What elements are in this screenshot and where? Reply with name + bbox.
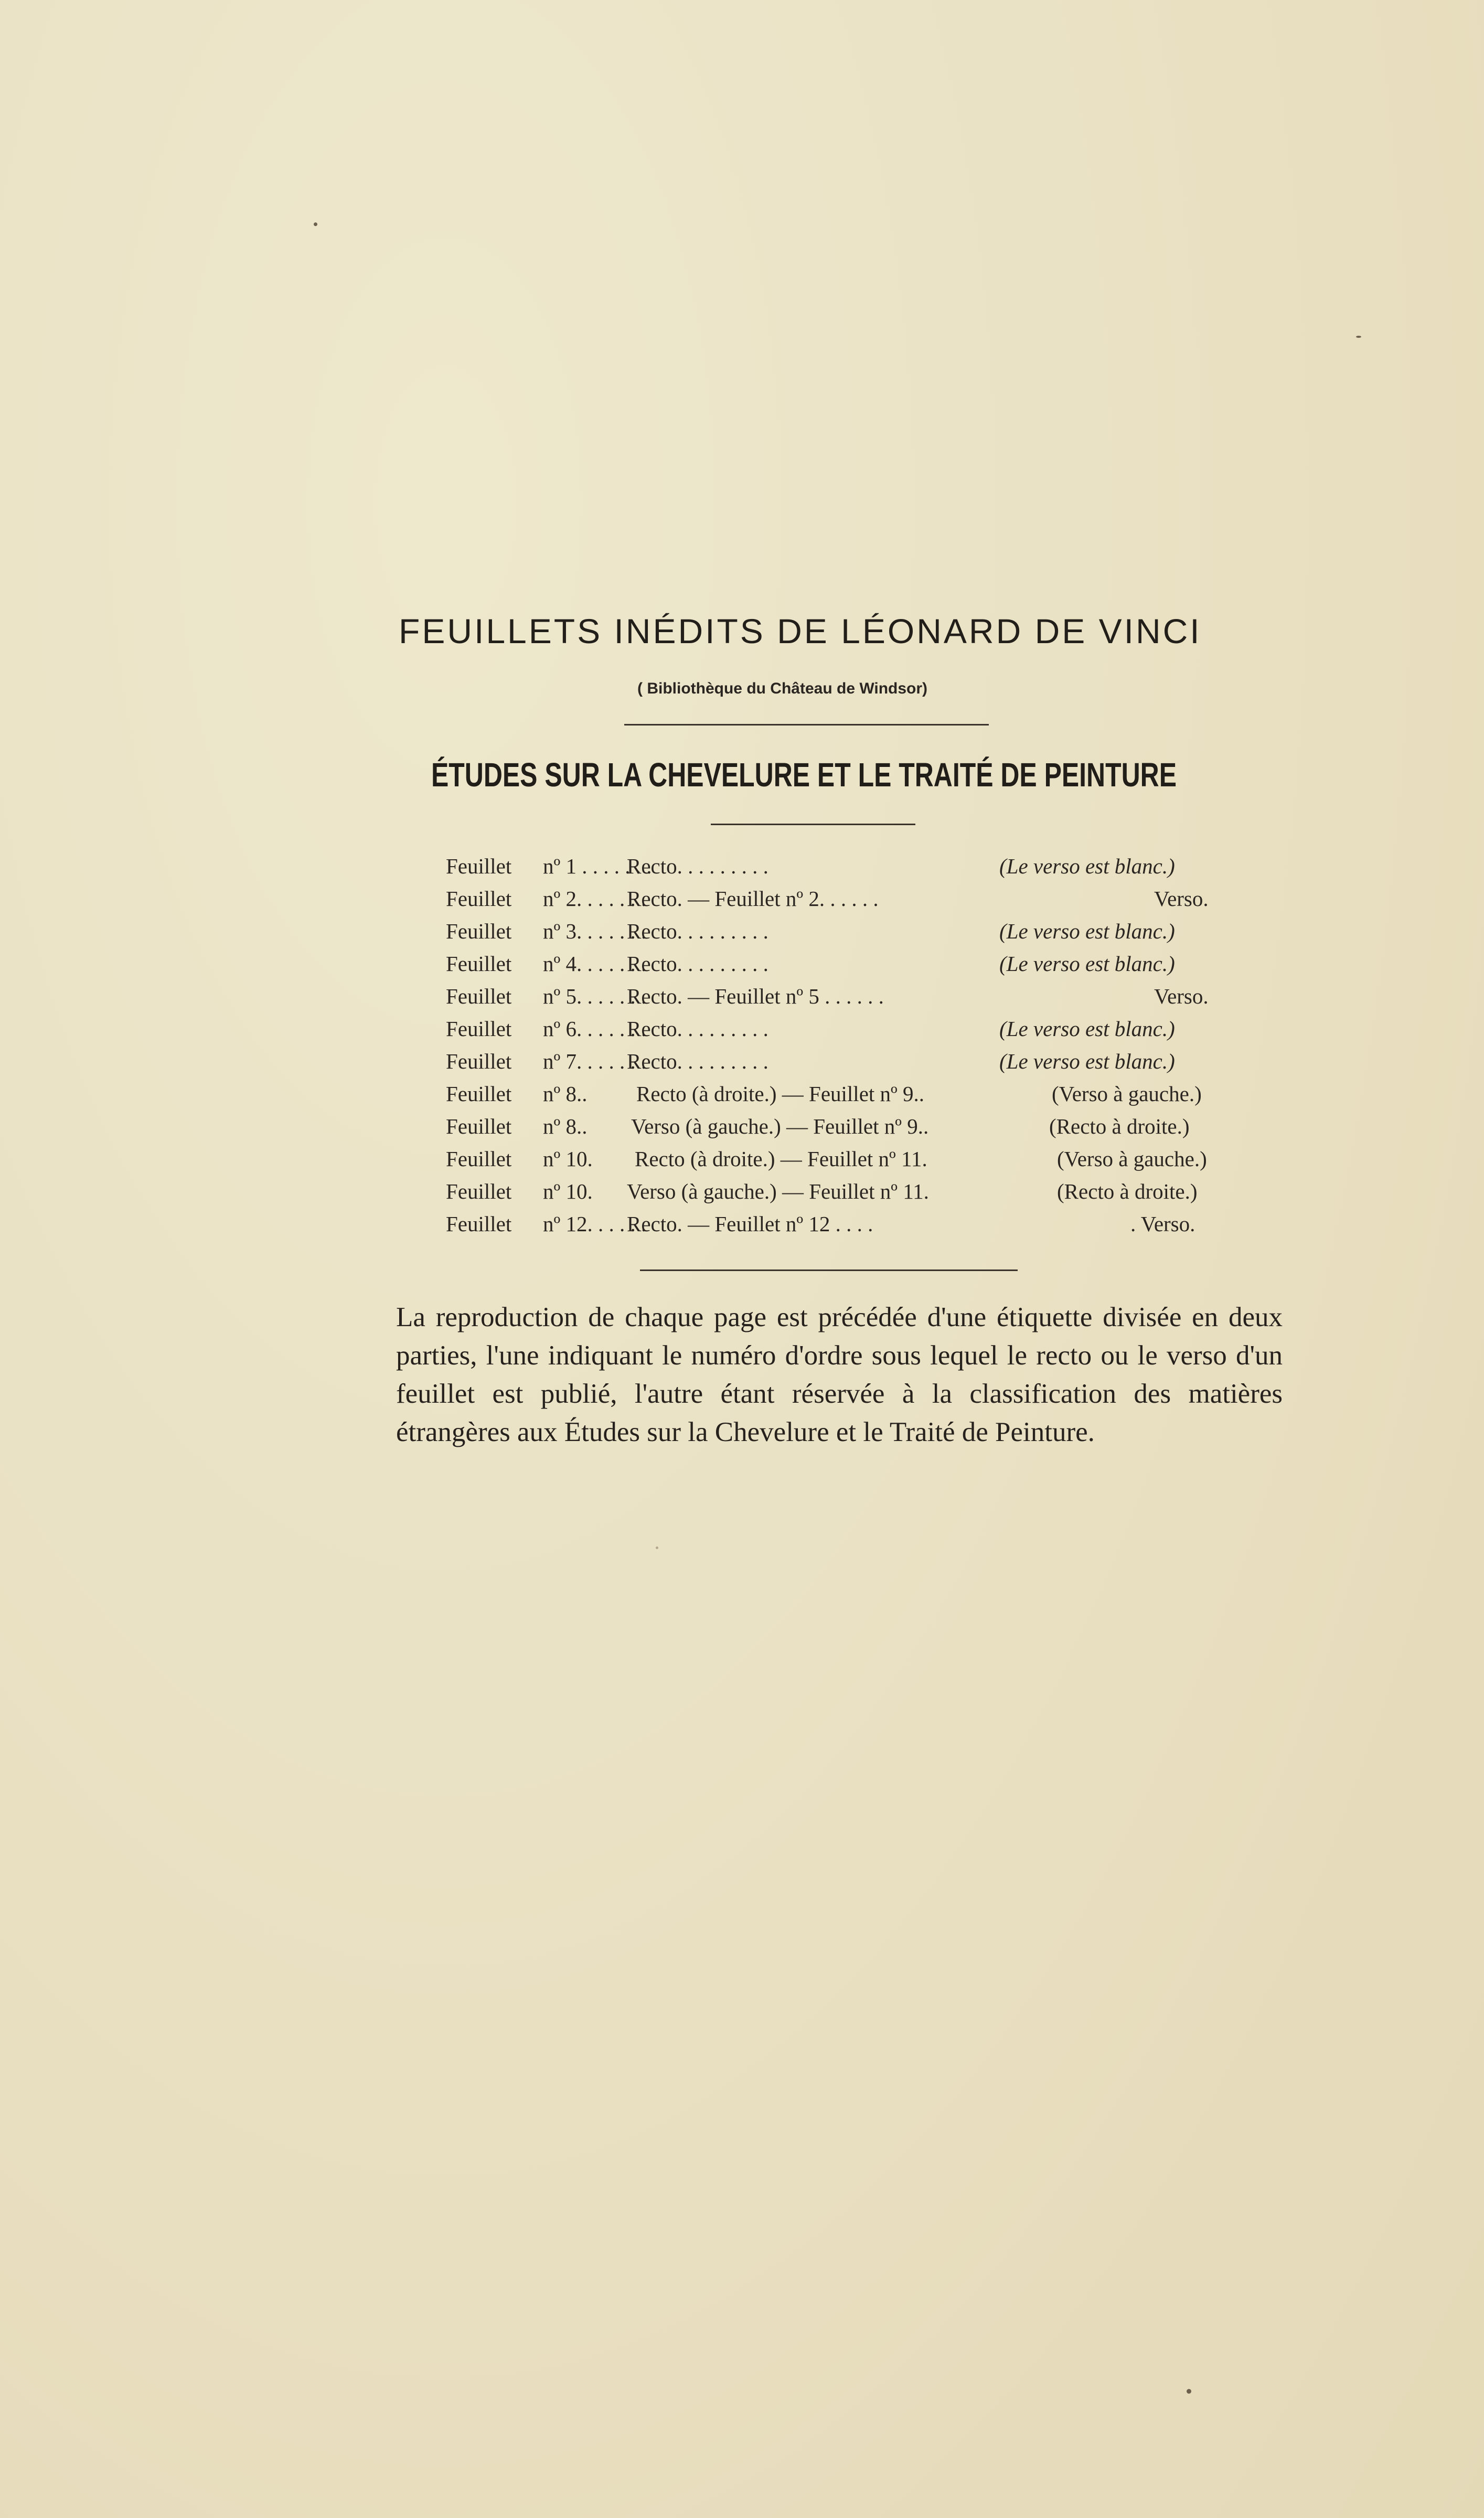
list-item	[446, 980, 1243, 1012]
paper-speck	[314, 222, 317, 226]
folio-note: Verso.	[1154, 887, 1209, 911]
list-item	[446, 1175, 1243, 1208]
list-item	[446, 882, 1243, 915]
folio-note: (Verso à gauche.)	[1052, 1082, 1202, 1106]
folio-label: Feuillet	[446, 887, 512, 911]
folio-number: nº 8..	[543, 1082, 588, 1106]
folio-number: nº 6. . . . . . .	[543, 1017, 647, 1041]
page-subtitle: ( Bibliothèque du Château de Windsor)	[637, 680, 928, 697]
folio-side: Recto. . . . . . . . .	[627, 854, 768, 878]
folio-label: Feuillet	[446, 1082, 512, 1106]
folio-side: Recto. . . . . . . . .	[627, 1049, 768, 1073]
paper-speck	[1356, 336, 1361, 338]
folio-number: nº 12. . . . . .	[543, 1212, 647, 1236]
folio-note: (Le verso est blanc.)	[999, 854, 1175, 878]
folio-note: (Le verso est blanc.)	[999, 919, 1175, 943]
folio-label: Feuillet	[446, 1049, 512, 1073]
folio-number: nº 1 . . . . . . .	[543, 854, 652, 878]
folio-label: Feuillet	[446, 1114, 512, 1138]
list-item	[446, 1143, 1243, 1175]
folio-number: nº 5. . . . . . .	[543, 984, 647, 1008]
folio-note: (Recto à droite.)	[1057, 1179, 1198, 1203]
paper-speck	[656, 1546, 658, 1549]
page-title: FEUILLETS INÉDITS DE LÉONARD DE VINCI	[399, 612, 1202, 650]
folio-note: (Le verso est blanc.)	[999, 1049, 1175, 1073]
folio-label: Feuillet	[446, 1179, 512, 1203]
folio-note: (Recto à droite.)	[1049, 1114, 1190, 1138]
folio-number: nº 10.	[543, 1179, 593, 1203]
folio-note: (Le verso est blanc.)	[999, 952, 1175, 976]
folio-note: (Le verso est blanc.)	[999, 1017, 1175, 1041]
section-heading: ÉTUDES SUR LA CHEVELURE ET LE TRAITÉ DE PEINTURE	[431, 756, 1177, 794]
folio-side: Verso (à gauche.) — Feuillet nº 9..	[631, 1114, 929, 1138]
list-item	[446, 1208, 1243, 1240]
explanatory-paragraph: La reproduction de chaque page est précédée d'une étiquette divisée en deux parties, l'une indiquant le numéro d'ordre sous lequel le recto ou le verso d'un feuillet est publié, l'autre étant réservée à la classification des matières étrangères aux Études sur la Chevelure et le Traité de Peinture.	[396, 1302, 1283, 1447]
list-item	[446, 1110, 1243, 1143]
paper-speck	[1187, 2389, 1191, 2394]
folio-number: nº 3. . . . . . .	[543, 919, 647, 943]
folio-side: Recto. — Feuillet nº 2. . . . . .	[627, 887, 879, 911]
folio-side: Recto (à droite.) — Feuillet nº 9..	[636, 1082, 924, 1106]
folio-label: Feuillet	[446, 1147, 512, 1171]
folio-label: Feuillet	[446, 1212, 512, 1236]
folio-note: . Verso.	[1130, 1212, 1195, 1236]
divider-rule	[640, 1269, 1018, 1271]
folio-note: Verso.	[1154, 984, 1209, 1008]
folio-number: nº 2. . . . . . .	[543, 887, 647, 911]
folio-label: Feuillet	[446, 1017, 512, 1041]
folio-side: Recto. . . . . . . . .	[627, 919, 768, 943]
folio-number: nº 8..	[543, 1114, 588, 1138]
folio-side: Recto. — Feuillet nº 12 . . . .	[627, 1212, 873, 1236]
folio-side: Recto. — Feuillet nº 5 . . . . . .	[627, 984, 884, 1008]
list-item	[446, 947, 1243, 980]
folio-note: (Verso à gauche.)	[1057, 1147, 1207, 1171]
folio-number: nº 10.	[543, 1147, 593, 1171]
list-item	[446, 915, 1243, 947]
divider-rule	[711, 824, 915, 825]
folio-side: Verso (à gauche.) — Feuillet nº 11.	[627, 1179, 929, 1203]
folio-side: Recto (à droite.) — Feuillet nº 11.	[635, 1147, 927, 1171]
folio-label: Feuillet	[446, 854, 512, 878]
folio-label: Feuillet	[446, 952, 512, 976]
list-item	[446, 1012, 1243, 1045]
folio-side: Recto. . . . . . . . .	[627, 1017, 768, 1041]
list-item	[446, 850, 1243, 882]
folio-side: Recto. . . . . . . . .	[627, 952, 768, 976]
folio-label: Feuillet	[446, 919, 512, 943]
folio-number: nº 4. . . . . . .	[543, 952, 647, 976]
list-item	[446, 1077, 1243, 1110]
folio-listing	[446, 850, 1243, 1240]
folio-label: Feuillet	[446, 984, 512, 1008]
list-item	[446, 1045, 1243, 1077]
folio-number: nº 7. . . . . . .	[543, 1049, 647, 1073]
divider-rule	[624, 724, 989, 725]
